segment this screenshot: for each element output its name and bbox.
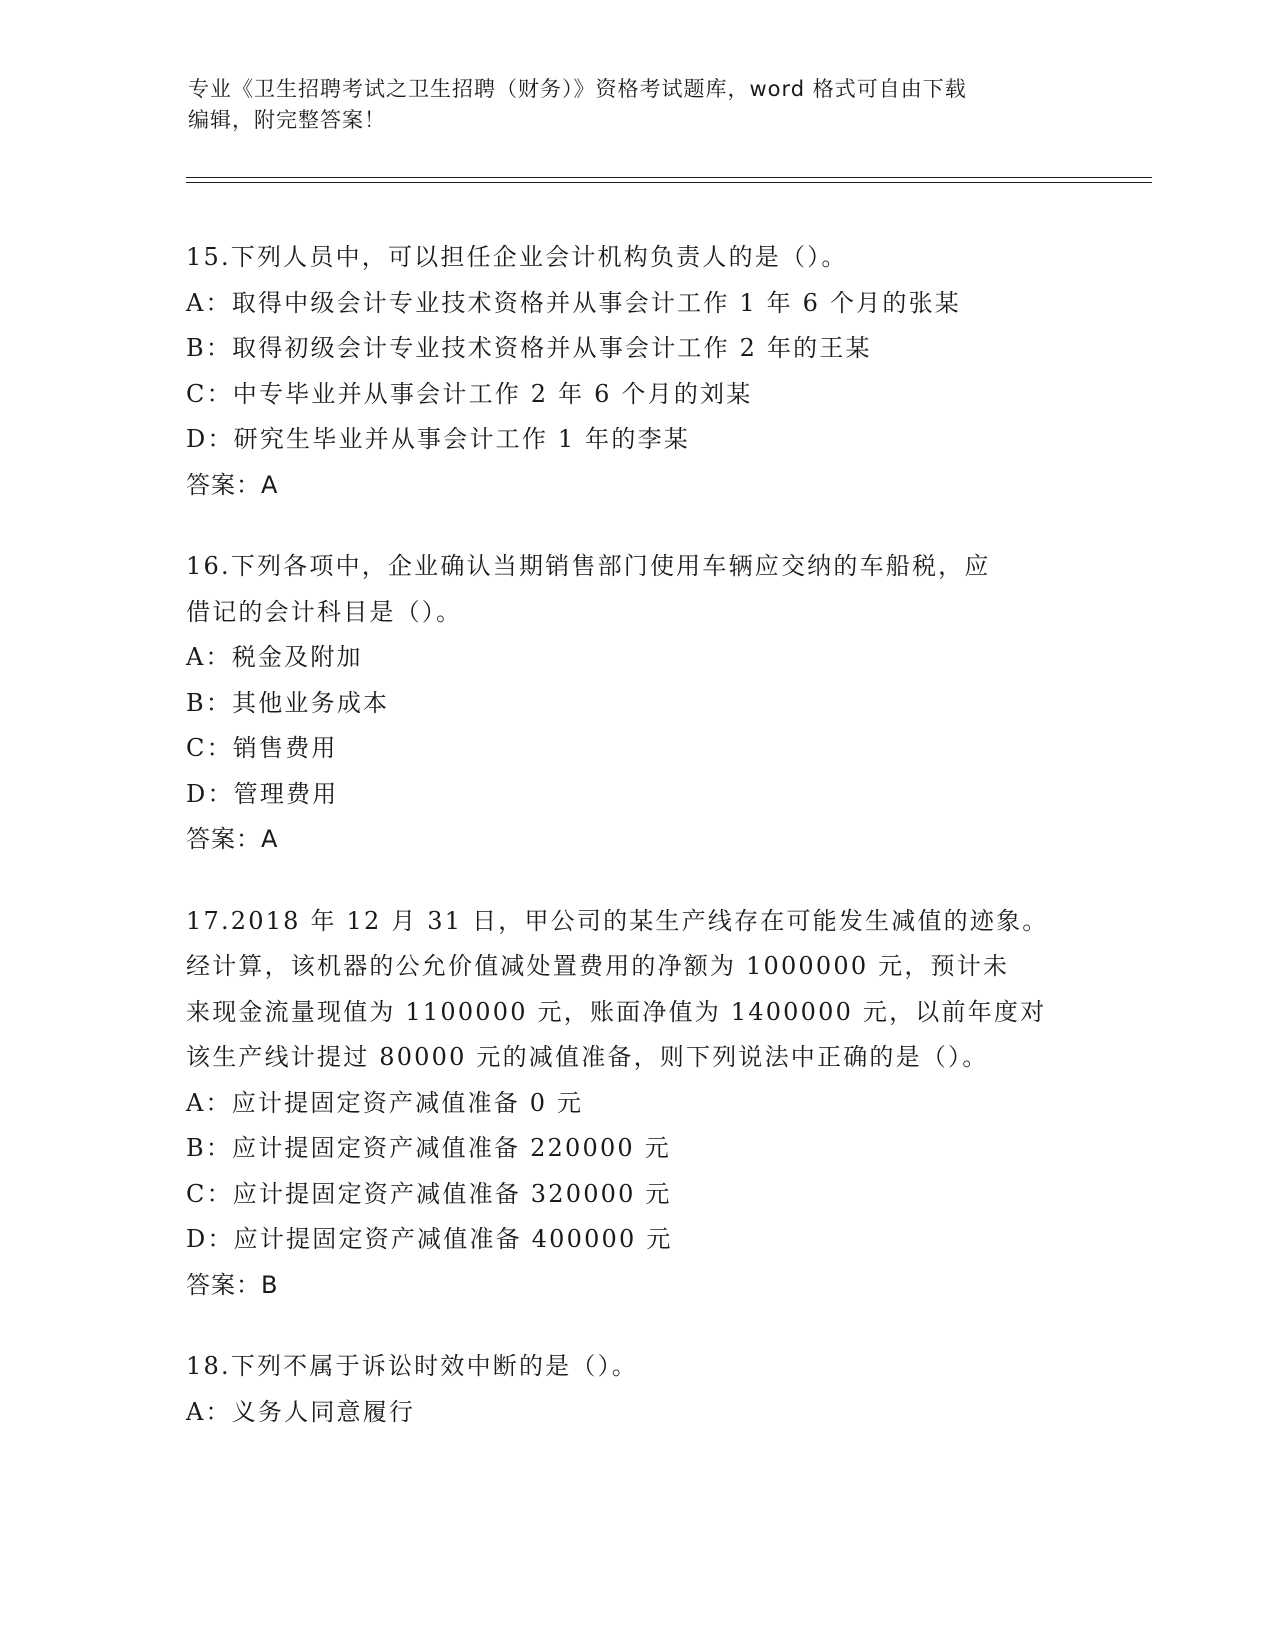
option-b: B：取得初级会计专业技术资格并从事会计工作 2 年的王某 <box>186 334 872 362</box>
option-d: D：管理费用 <box>186 779 339 808</box>
header-divider-top <box>186 177 1152 178</box>
option-c: C：销售费用 <box>186 734 338 762</box>
question-stem-line: 16.下列各项中，企业确认当期销售部门使用车辆应交纳的车船税，应 <box>186 552 991 580</box>
answer-label: 答案：A <box>186 825 279 853</box>
question-stem-line: 来现金流量现值为 1100000 元，账面净值为 1400000 元，以前年度对 <box>186 997 1047 1026</box>
header-line-1: 专业《卫生招聘考试之卫生招聘（财务）》资格考试题库，word 格式可自由下载 <box>188 77 967 101</box>
question-stem-line: 经计算，该机器的公允价值减处置费用的净额为 1000000 元，预计未 <box>186 952 1010 980</box>
question-stem-line: 借记的会计科目是（）。 <box>186 597 463 626</box>
question-stem-line: 18.下列不属于诉讼时效中断的是（）。 <box>186 1352 638 1380</box>
answer-label: 答案：A <box>186 470 279 499</box>
option-b: B：其他业务成本 <box>186 688 390 717</box>
question-stem-line: 15.下列人员中，可以担任企业会计机构负责人的是（）。 <box>186 243 848 271</box>
question-stem-line: 该生产线计提过 80000 元的减值准备，则下列说法中正确的是（）。 <box>186 1043 989 1071</box>
option-a: A：取得中级会计专业技术资格并从事会计工作 1 年 6 个月的张某 <box>186 288 961 317</box>
option-c: C：应计提固定资产减值准备 320000 元 <box>186 1179 672 1208</box>
question-16 <box>186 544 1086 863</box>
answer-label: 答案：B <box>186 1270 279 1299</box>
question-list <box>186 235 1086 1471</box>
question-stem-line: 17.2018 年 12 月 31 日，甲公司的某生产线存在可能发生减值的迹象。 <box>186 906 1049 935</box>
question-17 <box>186 899 1086 1309</box>
option-c: C：中专毕业并从事会计工作 2 年 6 个月的刘某 <box>186 379 753 408</box>
option-b: B：应计提固定资产减值准备 220000 元 <box>186 1134 671 1162</box>
option-a: A：义务人同意履行 <box>186 1397 416 1426</box>
header-line-2: 编辑，附完整答案！ <box>188 108 386 132</box>
option-d: D：研究生毕业并从事会计工作 1 年的李某 <box>186 425 690 453</box>
question-15 <box>186 235 1086 508</box>
question-18 <box>186 1344 1086 1435</box>
option-d: D：应计提固定资产减值准备 400000 元 <box>186 1225 673 1253</box>
header-divider-bottom <box>186 182 1152 183</box>
option-a: A：税金及附加 <box>186 643 363 671</box>
document-header <box>188 74 1088 136</box>
option-a: A：应计提固定资产减值准备 0 元 <box>186 1088 584 1117</box>
